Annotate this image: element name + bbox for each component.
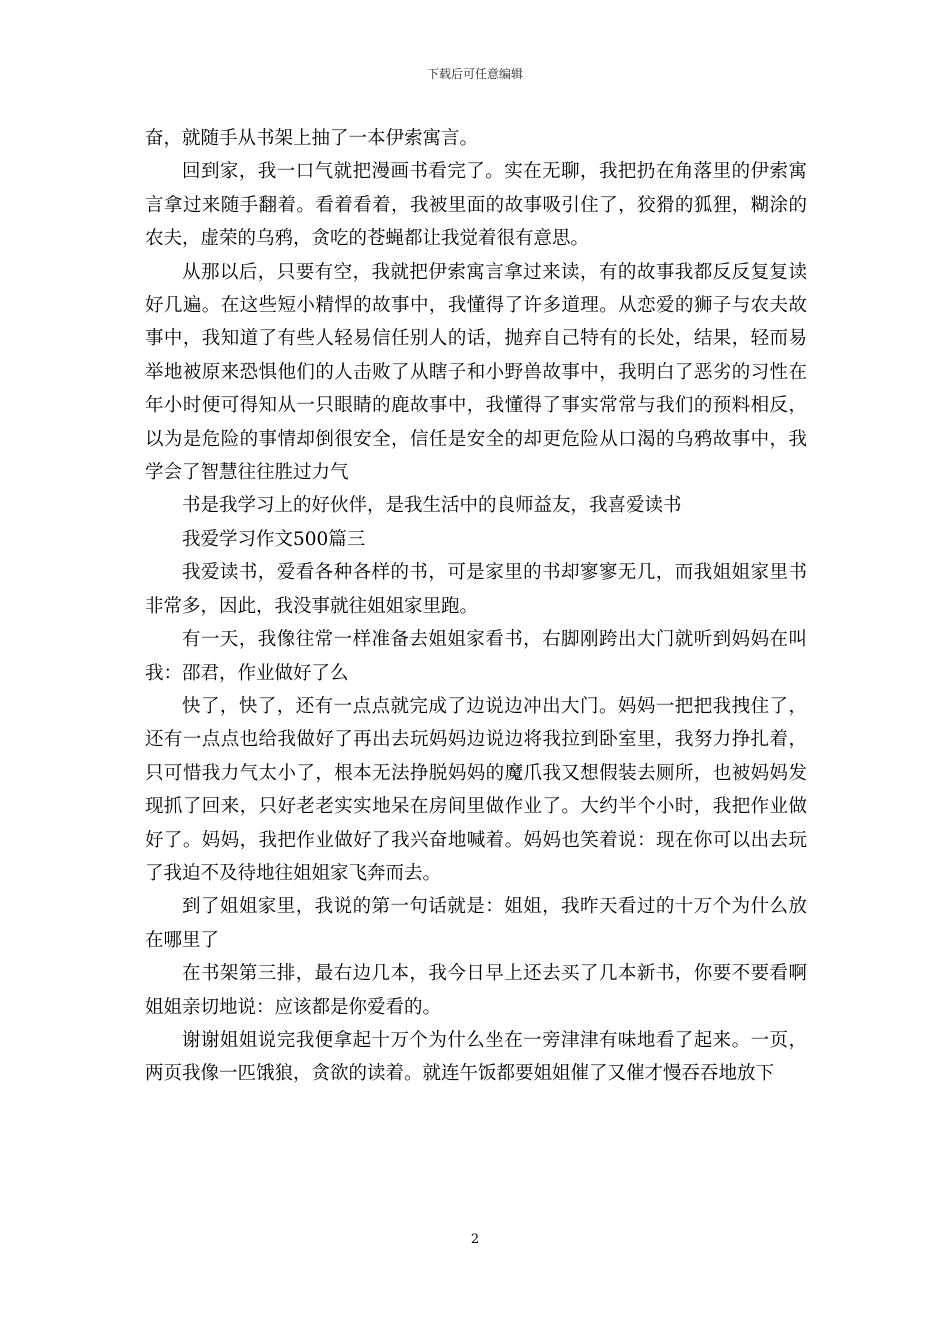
paragraph-7: 有一天，我像往常一样准备去姐姐家看书，右脚刚跨出大门就听到妈妈在叫我：邵君，作业做好了么: [145, 629, 807, 684]
paragraph-10: 在书架第三排，最右边几本，我今日早上还去买了几本新书，你要不要看啊姐姐亲切地说：应该都是你爱看的。: [145, 963, 807, 1018]
body-text: [145, 122, 807, 1091]
paragraph-4: 书是我学习上的好伙伴，是我生活中的良师益友，我喜爱读书: [182, 495, 682, 517]
page-number: 2: [470, 1232, 480, 1247]
section-heading: 我爱学习作文500篇三: [182, 528, 366, 550]
paragraph-9: 到了姐姐家里，我说的第一句话就是：姐姐，我昨天看过的十万个为什么放在哪里了: [145, 896, 807, 951]
paragraph-11: 谢谢姐姐说完我便拿起十万个为什么坐在一旁津津有味地看了起来。一页，两页我像一匹饿狼，贪欲的读着。就连午饭都要姐姐催了又催才慢吞吞地放下: [145, 1029, 807, 1085]
paragraph-1: 奋，就随手从书架上抽了一本伊索寓言。: [145, 128, 479, 149]
paragraph-3: 从那以后，只要有空，我就把伊索寓言拿过来读，有的故事我都反反复复读好几遍。在这些短小精悍的故事中，我懂得了许多道理。从恋爱的狮子与农夫故事中，我知道了有些人轻易信任别人的话，抛弃自己特有的长处，结果，轻而易举地被原来恐惧他们的人击败了从瞎子和小野兽故事中，我明白了恶劣的习性在年小时便可得知从一只眼睛的鹿故事中，我懂得了事实常常与我们的预料相反，以为是危险的事情却倒很安全，信任是安全的却更危险从口渴的乌鸦故事中，我学会了智慧往往胜过力气: [145, 261, 807, 484]
paragraph-2: 回到家，我一口气就把漫画书看完了。实在无聊，我把扔在角落里的伊索寓言拿过来随手翻着。看着看着，我被里面的故事吸引住了，狡猾的狐狸，糊涂的农夫，虚荣的乌鸦，贪吃的苍蝇都让我觉着很有意思。: [145, 161, 807, 250]
paragraph-6: 我爱读书，爱看各种各样的书，可是家里的书却寥寥无几，而我姐姐家里书非常多，因此，我没事就往姐姐家里跑。: [145, 562, 807, 617]
paragraph-8: 快了，快了，还有一点点就完成了边说边冲出大门。妈妈一把把我拽住了，还有一点点也给我做好了再出去玩妈妈边说边将我拉到卧室里，我努力挣扎着，只可惜我力气太小了，根本无法挣脱妈妈的魔爪我又想假装去厕所，也被妈妈发现抓了回来，只好老老实实地呆在房间里做作业了。大约半个小时，我把作业做好了。妈妈，我把作业做好了我兴奋地喊着。妈妈也笑着说：现在你可以出去玩了我迫不及待地往姐姐家飞奔而去。: [145, 695, 807, 884]
page-header: 下载后可任意编辑: [426, 67, 523, 81]
